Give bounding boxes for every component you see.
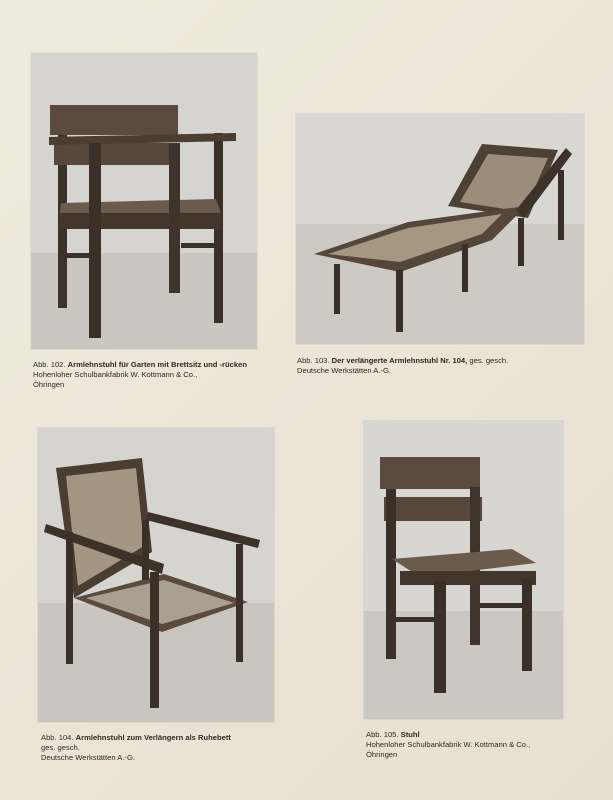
figure-title: Stuhl [400,730,420,739]
caption-line: Deutsche Werkstätten A.-G. [297,366,391,375]
caption-line: Hohenloher Schulbankfabrik W. Kottmann & Co., [33,370,198,379]
figure-102-caption [33,360,247,390]
figure-103-caption [297,356,508,376]
figure-title: Der verlängerte Armlehnstuhl Nr. 104, [331,356,468,365]
caption-line: ges. gesch. [41,743,80,752]
caption-line: Öhringen [366,750,398,759]
figure-title: Armlehnstuhl zum Verlängern als Ruhebett [75,733,231,742]
figure-number: Abb. 105. [366,730,399,739]
figure-104-photo [38,428,274,722]
figure-102-photo [31,53,257,349]
figure-number: Abb. 104. [41,733,74,742]
figure-title: Armlehnstuhl für Garten mit Brettsitz und -rücken [67,360,247,369]
figure-103-photo [296,114,584,344]
figure-number: Abb. 102. [33,360,66,369]
caption-line: Deutsche Werkstätten A.-G. [41,753,135,762]
figure-105-caption [366,730,530,760]
figure-note: ges. gesch. [467,356,509,365]
figure-104-caption [41,733,231,763]
figure-105-photo [364,421,563,719]
caption-line: Hohenloher Schulbankfabrik W. Kottmann & Co., [366,740,531,749]
figure-number: Abb. 103. [297,356,330,365]
caption-line: Öhringen [33,380,65,389]
